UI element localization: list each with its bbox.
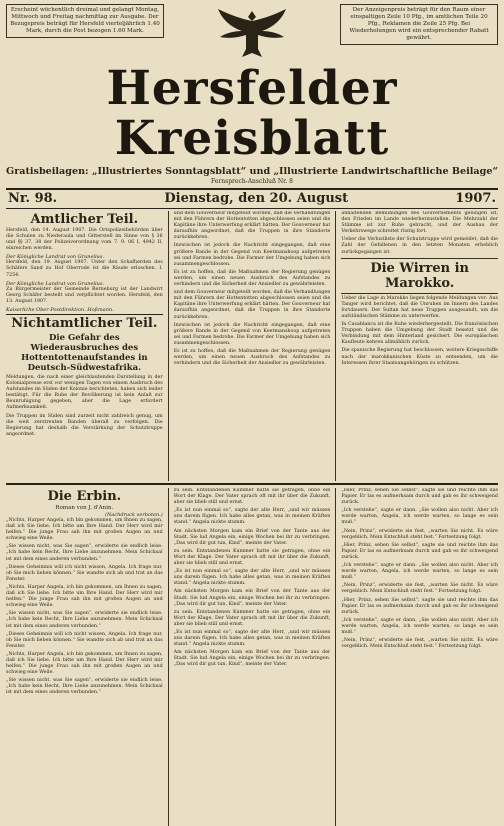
notice-paragraph: Zu Bürgermeister der Gemeinde Berneburg ist der Landwirt Georg Schäfer bestellt und verpflichtet worden. Hersfeld, den 13. August 1907. — [6, 286, 163, 304]
article-paragraph: und dem Gouverneur mitgeteilt worden, daß die Verhandlungen mit den Führern der Hottentotten abgeschlossen seien und die Kapitäne ihre Unterwerfung erklärt hätten. Der Gouverneur hat daraufhin angeordnet, daß die Truppen in ihre Standorte zurückkehren. — [173, 211, 331, 241]
notice-signature: Kaiserliche Ober-Postdirektion. Hoßmann. — [6, 306, 114, 313]
novel-paragraph: „Sie wissen nicht, was Sie sagen“, erwiderte sie endlich leise. „Ich habe kein Recht, Ihre Liebe anzunehmen. Mein Schicksal ist mit dem eines anderen verbunden.“ — [6, 678, 163, 696]
dateline-rule — [6, 208, 498, 209]
novel-paragraph: „Nichts, Harper Angela, ich bin gekommen, um Ihnen zu sagen, daß ich Sie liebe. Ich bitte um Ihre Hand. Der Herr wird mir helfen.“ Die junge Frau sah ihn mit großen Augen an und schwieg eine Weile. — [6, 584, 163, 609]
novel-paragraph: „Hier, Prinz, sehen Sie selbst“, sagte sie und reichte ihm das Papier. Er las es aufmerksam durch und gab es ihr schweigend zurück. — [341, 597, 499, 615]
novel-paragraph: Am nächsten Morgen kam ein Brief von der Tante aus der Stadt. Sie lud Angela ein, einige Wochen bei ihr zu verbringen. „Das wird dir gut tun, Kind“, meinte der Vater. — [173, 589, 331, 607]
novel-paragraph: „Hier, Prinz, sehen Sie selbst“, sagte sie und reichte ihm das Papier. Er las es aufmerksam durch und gab es ihr schweigend zurück. — [341, 542, 499, 560]
article-paragraph: Es ist zu hoffen, daß die Maßnahmen der Regierung genügen werden, um einen neuen Ausbruch des Aufstandes zu verhindern und die Sicherheit der Ansiedler zu gewährleisten. — [173, 269, 331, 288]
novel-paragraph: „Hier, Prinz, sehen Sie selbst“, sagte sie und reichte ihm das Papier. Er las es aufmerksam durch und gab es ihr schweigend zurück. — [341, 488, 499, 506]
novel-paragraph: „Dieses Geheimnis will ich nicht wissen, Angela. Ich frage nur, ob Sie mich lieben können.“ Sie wandte sich ab und trat an das Fenster. — [6, 564, 163, 582]
novel-paragraph: „Nichts, Harper Angela, ich bin gekommen, um Ihnen zu sagen, daß ich Sie liebe. Ich bitte um Ihre Hand. Der Herr wird mir helfen.“ Die junge Frau sah ihn mit großen Augen an und schwieg eine Weile. — [6, 651, 163, 676]
notice-paragraph: Hersfeld, den 19. August 1907. Unter den Schafherden des Schäfers Sand zu Hof Oberrode ist die Räude erloschen. I. 7254. — [6, 260, 163, 278]
feuilleton-column-1 — [6, 488, 163, 826]
upper-columns — [6, 211, 498, 481]
novel-paragraph: „Ich verstehe“, sagte er dann. „Sie wollen also nicht. Aber ich werde warten, Angela, ich werde warten, so lange es sein muß.“ — [341, 617, 499, 635]
novel-paragraph: „Dieses Geheimnis will ich nicht wissen, Angela. Ich frage nur, ob Sie mich lieben können.“ Sie wandte sich ab und trat an das Fenster. — [6, 631, 163, 649]
novel-note: (Nachdruck verboten.) — [105, 512, 163, 518]
issue-number: Nr. 98. — [8, 191, 58, 206]
feuilleton-column-3 — [341, 488, 498, 826]
novel-paragraph: „Ich verstehe“, sagte er dann. „Sie wollen also nicht. Aber ich werde warten, Angela, ich werde warten, so lange es sein muß.“ — [341, 563, 499, 581]
novel-paragraph: zu sein. Entstandenen Kummer hatte sie getragen, ohne ein Wort der Klage. Der Vater sprach oft mit ihr über die Zukunft, aber sie blieb still und ernst. — [173, 488, 331, 506]
issue-date: Dienstag, den 20. August — [164, 191, 349, 206]
advertising-notice: Der Anzeigenpreis beträgt für den Raum einer einspaltigen Zeile 10 Pfg., im amtlichen Teile 20 Pfg., Reklamen die Zeile 25 Pfg. Bei Wiederholungen wird ein entsprechender Rabatt gewährt. — [340, 4, 498, 45]
novel-paragraph: Am nächsten Morgen kam ein Brief von der Tante aus der Stadt. Sie lud Angela ein, einige Wochen bei ihr zu verbringen. „Das wird dir gut tun, Kind“, meinte der Vater. — [173, 650, 331, 668]
column-2 — [174, 211, 331, 481]
novel-paragraph: zu sein. Entstandenen Kummer hatte sie getragen, ohne ein Wort der Klage. Der Vater sprach oft mit ihr über die Zukunft, aber sie blieb still und ernst. — [173, 609, 331, 627]
top-rule — [6, 188, 498, 190]
novel-paragraph: „Es ist nun einmal so“, sagte der alte Herr, „und wir müssen uns darein fügen. Ich habe alles getan, was in meinen Kräften stand.“ Angela nickte stumm. — [173, 569, 331, 587]
newspaper-subtitle: Gratisbeilagen: „Illustriertes Sonntagsblatt“ und „Illustrierte Landwirtschaftliche Beilage“ — [6, 166, 498, 177]
novel-paragraph: „Nein, Prinz“, erwiderte sie fest, „warten Sie nicht. Es wäre vergeblich. Mein Entschluß steht fest.“ Fortsetzung folgt. — [341, 528, 499, 540]
dateline — [6, 191, 498, 207]
section-heading-nichtamtlich: Nichtamtlicher Teil. — [11, 315, 158, 331]
article-headline: Die Gefahr des Wiederausbruches des Hottentottenaufstandes in Deutsch-Südwestafrika. — [21, 332, 148, 373]
novel-paragraph: Am nächsten Morgen kam ein Brief von der Tante aus der Stadt. Sie lud Angela ein, einige Wochen bei ihr zu verbringen. „Das wird dir gut tun, Kind“, meinte der Vater. — [173, 528, 331, 546]
article-paragraph: Ueber die Verlustliste der Schutztruppe wird gemeldet, daß die Zahl der Gefallenen in den letzten Monaten erheblich zurückgegangen ist. — [341, 237, 499, 255]
article-paragraph: Ueber die Lage in Marokko liegen folgende Meldungen vor: Aus Tanger wird berichtet, daß die Unruhen im Innern des Landes fortdauern. Der Sultan hat neue Truppen ausgesandt, um die aufständischen Stämme zu unterwerfen. — [341, 295, 499, 319]
article-paragraph: Es ist zu hoffen, daß die Maßnahmen der Regierung genügen werden, um einen neuen Ausbruch des Aufstandes zu verhindern und die Sicherheit der Ansiedler zu gewährleisten. — [173, 348, 331, 367]
novel-paragraph: „Es ist nun einmal so“, sagte der alte Herr, „und wir müssen uns darein fügen. Ich habe alles getan, was in meinen Kräften stand.“ Angela nickte stumm. — [173, 508, 331, 526]
marokko-headline: Die Wirren in Marokko. — [370, 260, 469, 291]
article-paragraph: anhaltenden Bemühungen des Gouvernements gelungen ist, den Frieden im Lande wiederherzustellen. Die Mehrzahl der Stämme ist zur Ruhe gebracht, und der Ausbau der Verkehrswege schreitet rüstig fort. — [341, 211, 499, 235]
novel-author: Roman von J. d'Anin. — [55, 505, 114, 511]
feuilleton-columns — [6, 488, 498, 826]
subscription-notice: Erscheint wöchentlich dreimal und gelangt Montag, Mittwoch und Freitag nachmittag zur Ausgabe. Der Bezugspreis beträgt für Hersfeld vierteljährlich 1.40 Mark, durch die Post bezogen 1.60 Mark. — [6, 4, 164, 38]
novel-paragraph: „Ich verstehe“, sagte er dann. „Sie wollen also nicht. Aber ich werde warten, Angela, ich werde warten, so lange es sein muß.“ — [341, 508, 499, 526]
feuilleton-rule — [6, 483, 498, 485]
article-paragraph: In Casablanca ist die Ruhe wiederhergestellt. Die französischen Truppen haben die Umgebung der Stadt besetzt und die Verbindung mit dem Hinterland gesichert. Die europäischen Kaufleute kehren allmählich zurück. — [341, 322, 499, 346]
novel-paragraph: „Nein, Prinz“, erwiderte sie fest, „warten Sie nicht. Es wäre vergeblich. Mein Entschluß steht fest.“ Fortsetzung folgt. — [341, 638, 499, 650]
novel-paragraph: zu sein. Entstandenen Kummer hatte sie getragen, ohne ein Wort der Klage. Der Vater sprach oft mit ihr über die Zukunft, aber sie blieb still und ernst. — [173, 548, 331, 567]
article-paragraph: und dem Gouverneur mitgeteilt worden, daß die Verhandlungen mit den Führern der Hottentotten abgeschlossen seien und die Kapitäne ihre Unterwerfung erklärt hätten. Der Gouverneur hat daraufhin angeordnet, daß die Truppen in ihre Standorte zurückkehren. — [173, 290, 331, 320]
novel-paragraph: „Sie wissen nicht, was Sie sagen“, erwiderte sie endlich leise. „Ich habe kein Recht, Ihre Liebe anzunehmen. Mein Schicksal ist mit dem eines anderen verbunden.“ — [6, 611, 163, 629]
novel-title: Die Erbin. — [47, 489, 122, 504]
notice-signature: Der Königliche Landrat von Grunelius. — [6, 280, 105, 287]
novel-paragraph: „Es ist nun einmal so“, sagte der alte Herr, „und wir müssen uns darein fügen. Ich habe alles getan, was in meinen Kräften stand.“ Angela nickte stumm. — [173, 629, 331, 648]
article-paragraph: Die spanische Regierung hat beschlossen, weitere Kriegsschiffe nach der marokkanischen Küste zu entsenden, um die Interessen ihrer Staatsangehörigen zu schützen. — [341, 348, 499, 366]
novel-paragraph: „Nichts, Harper Angela, ich bin gekommen, um Ihnen zu sagen, daß ich Sie liebe. Ich bitte um Ihre Hand. Der Herr wird mir helfen.“ Die junge Frau sah ihn mit großen Augen an und schwieg eine Weile. — [6, 518, 163, 542]
feuilleton-column-2 — [174, 488, 331, 826]
eagle-emblem-icon — [207, 4, 297, 62]
section-heading-amtlich: Amtlicher Teil. — [30, 212, 139, 227]
column-3 — [341, 211, 498, 481]
issue-year: 1907. — [455, 191, 496, 206]
article-paragraph: Inzwischen ist jedoch die Nachricht eingegangen, daß eine größere Bande in der Gegend von Keetmanshoop aufgetreten sei und Farmen bedrohe. Die Farmer der Umgebung haben sich zusammengeschlossen. — [173, 243, 331, 267]
newspaper-title: Hersfelder Kreisblatt — [106, 61, 398, 166]
notice-paragraph: Hersfeld, den 14. August 1907. Die Ortspolizeibehörden über die Schulen zu Niederaula und Gitterstell im Sinne von § 36 und §§ 37, 38 der Polizeiverordnung vom 7. 9. 06 I, 4942 II, einreichen werden. — [6, 228, 163, 252]
column-1 — [6, 211, 163, 481]
novel-paragraph: „Nein, Prinz“, erwiderte sie fest, „warten Sie nicht. Es wäre vergeblich. Mein Entschluß steht fest.“ Fortsetzung folgt. — [341, 583, 499, 595]
notice-signature: Der Königliche Landrat von Grunelius. — [6, 254, 105, 261]
masthead-top — [6, 4, 498, 62]
article-paragraph: Die Truppen im Süden sind zurzeit nicht zahlreich genug, um die weit zerstreuten Banden überall zu verfolgen. Die Regierung hat deshalb die Verstärkung der Schutztruppe angeordnet. — [6, 413, 163, 437]
phone-line: Fernsprech-Anschluß Nr. 8 — [211, 178, 293, 185]
article-paragraph: Inzwischen ist jedoch die Nachricht eingegangen, daß eine größere Bande in der Gegend von Keetmanshoop aufgetreten sei und Farmen bedrohe. Die Farmer der Umgebung haben sich zusammengeschlossen. — [173, 322, 331, 346]
article-paragraph: Meldungen, die nach einer gleichlautenden Darstellung in der Kolonialpresse erst vor wenigen Tagen von einem Ausbruch des Aufstandes im Süden der Kolonie berichteten, haben sich leider bestätigt. Für die Ruhe der Bevölkerung ist kein Anlaß zur Beunruhigung gegeben, aber die Lage erfordert Aufmerksamkeit. — [6, 374, 163, 411]
novel-paragraph: „Sie wissen nicht, was Sie sagen“, erwiderte sie endlich leise. „Ich habe kein Recht, Ihre Liebe anzunehmen. Mein Schicksal ist mit dem eines anderen verbunden.“ — [6, 544, 163, 562]
